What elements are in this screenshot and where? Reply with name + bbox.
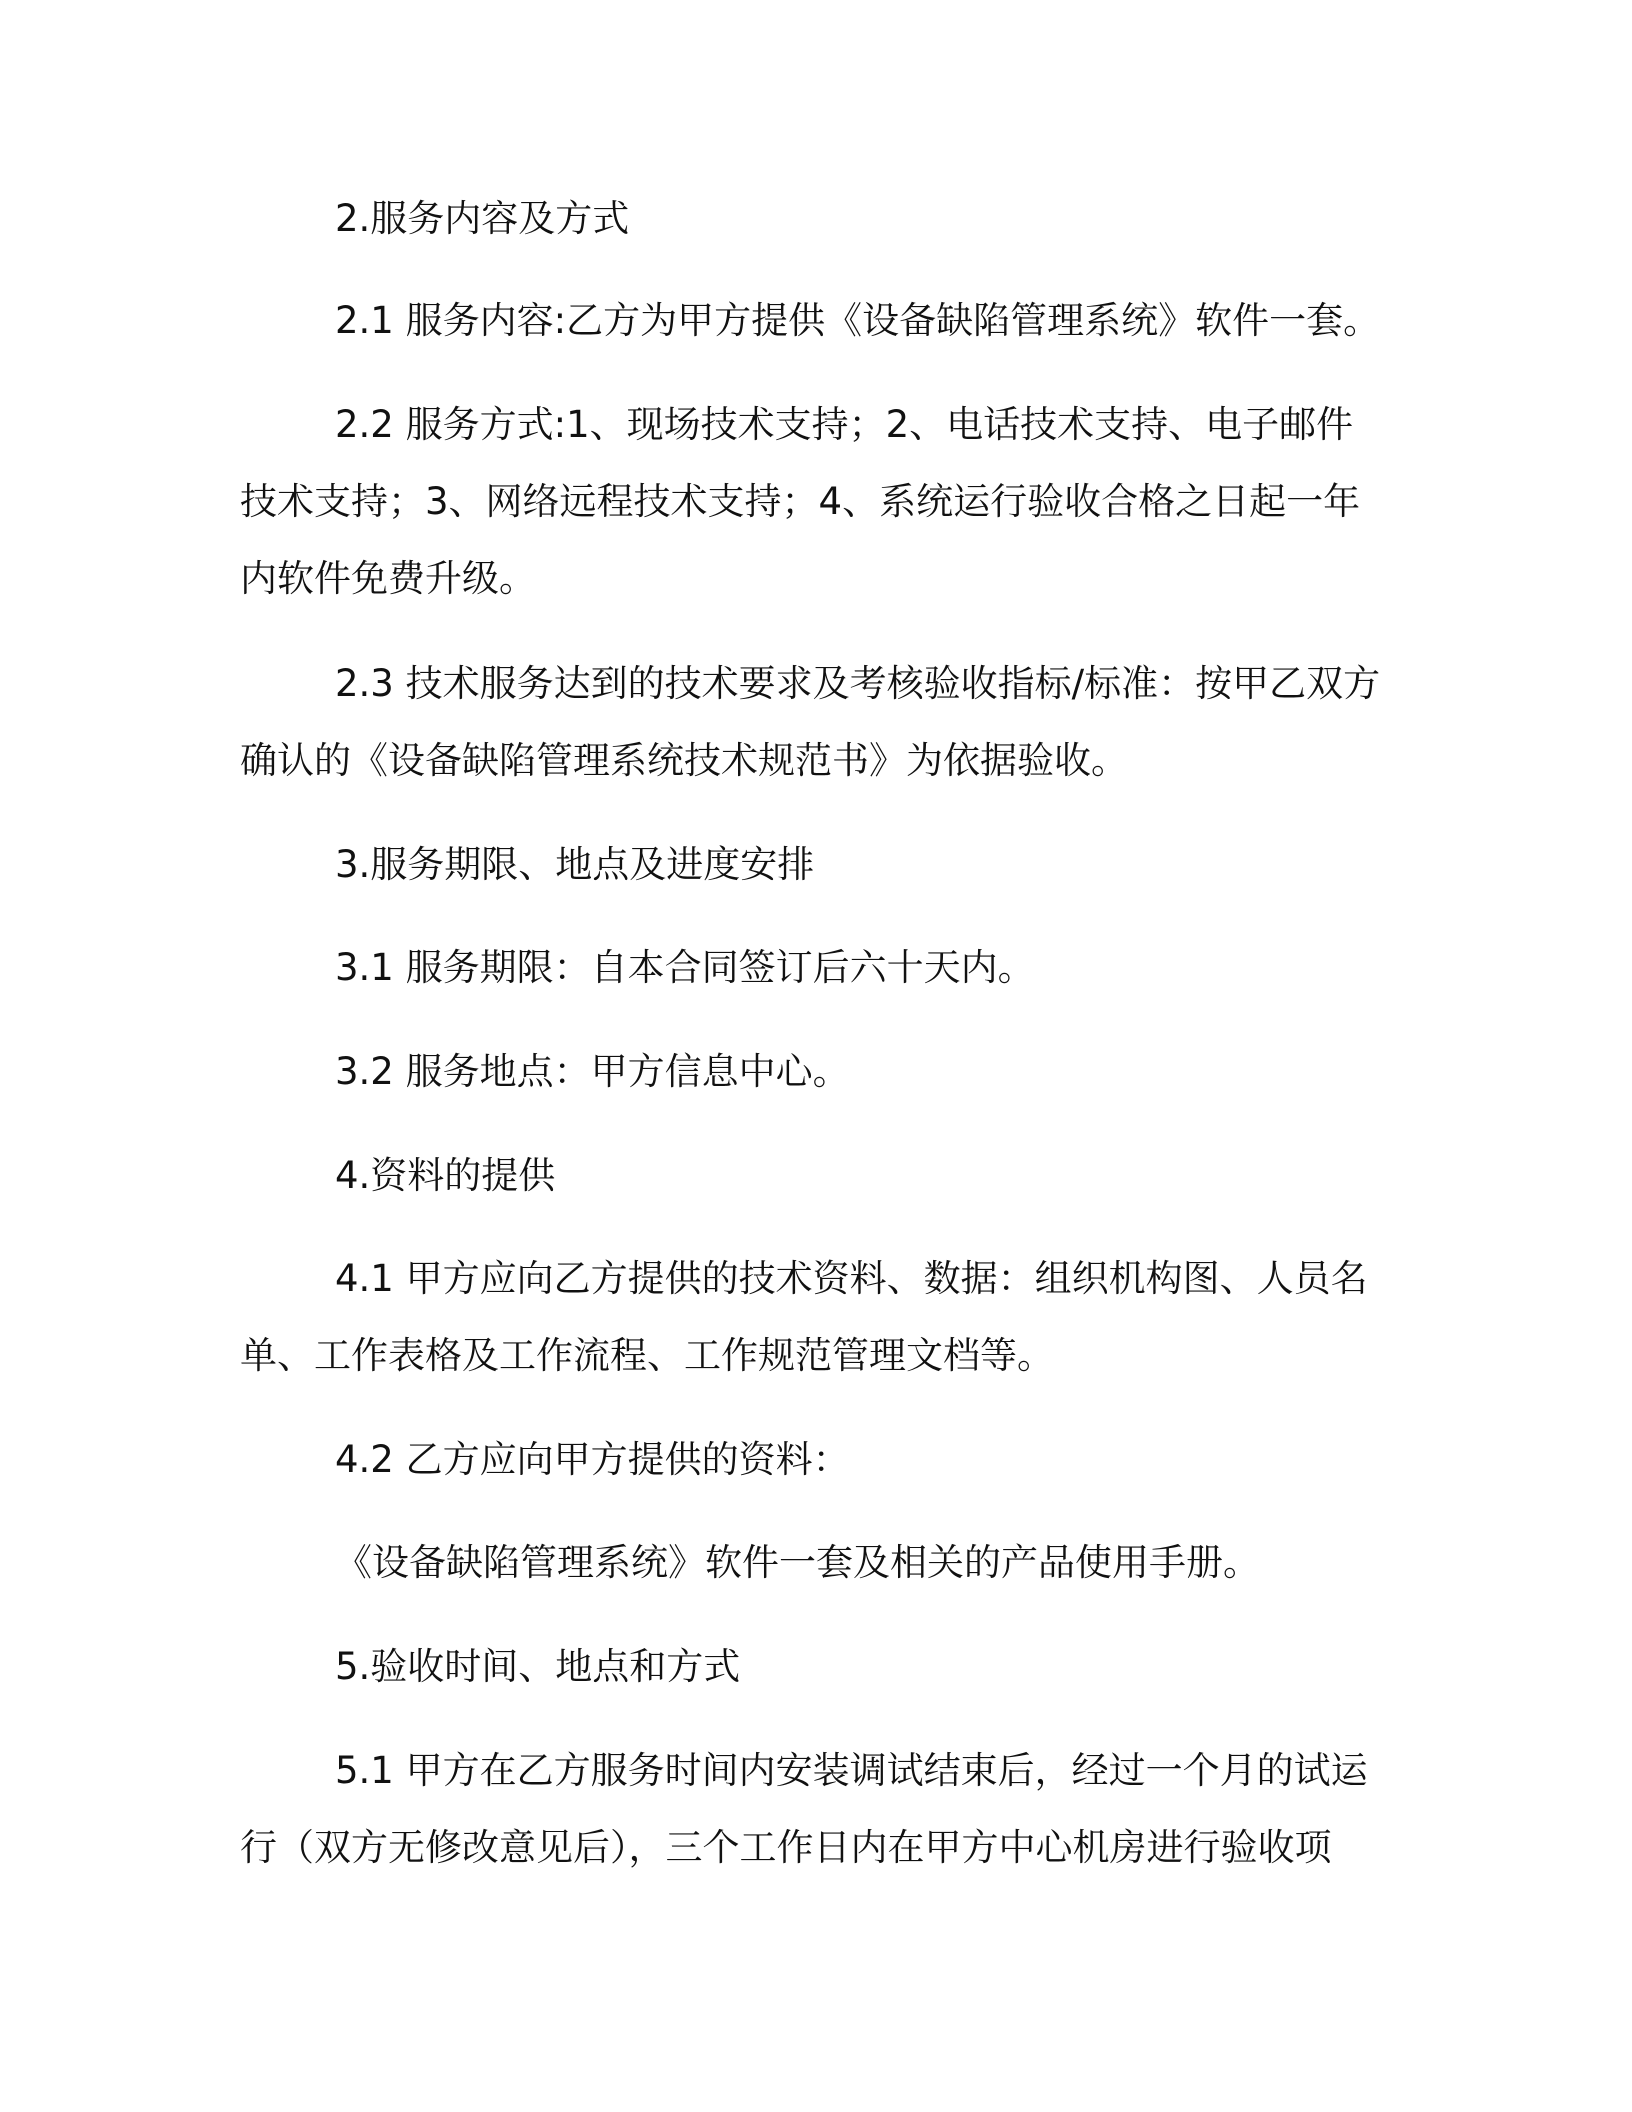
clause-2-2-service-methods: 2.2 服务方式:1、现场技术支持；2、电话技术支持、电子邮件技术支持；3、网络远程技术支持；4、系统运行验收合格之日起一年内软件免费升级。 [240,403,1361,600]
section-heading-acceptance: 5.验收时间、地点和方式 [335,1645,741,1688]
section-heading-service-content: 2.服务内容及方式 [335,197,630,240]
clause-3-2-service-location: 3.2 服务地点：甲方信息中心。 [335,1050,850,1093]
clause-4-2-detail: 《设备缺陷管理系统》软件一套及相关的产品使用手册。 [335,1541,1260,1584]
section-heading-materials: 4.资料的提供 [335,1154,556,1197]
clause-2-3-acceptance-standard: 2.3 技术服务达到的技术要求及考核验收指标/标准：按甲乙双方确认的《设备缺陷管理系统技术规范书》为依据验收。 [240,662,1381,782]
clause-4-2-party-b-materials: 4.2 乙方应向甲方提供的资料： [335,1438,850,1481]
section-heading-service-term: 3.服务期限、地点及进度安排 [335,843,815,886]
clause-5-1-acceptance-process: 5.1 甲方在乙方服务时间内安装调试结束后，经过一个月的试运行（双方无修改意见后），三个工作日内在甲方中心机房进行验收项 [240,1749,1368,1869]
clause-3-1-service-term: 3.1 服务期限：自本合同签订后六十天内。 [335,946,1035,989]
clause-4-1-party-a-materials: 4.1 甲方应向乙方提供的技术资料、数据：组织机构图、人员名单、工作表格及工作流程、工作规范管理文档等。 [240,1257,1368,1377]
clause-2-1-service-content: 2.1 服务内容:乙方为甲方提供《设备缺陷管理系统》软件一套。 [335,299,1381,342]
